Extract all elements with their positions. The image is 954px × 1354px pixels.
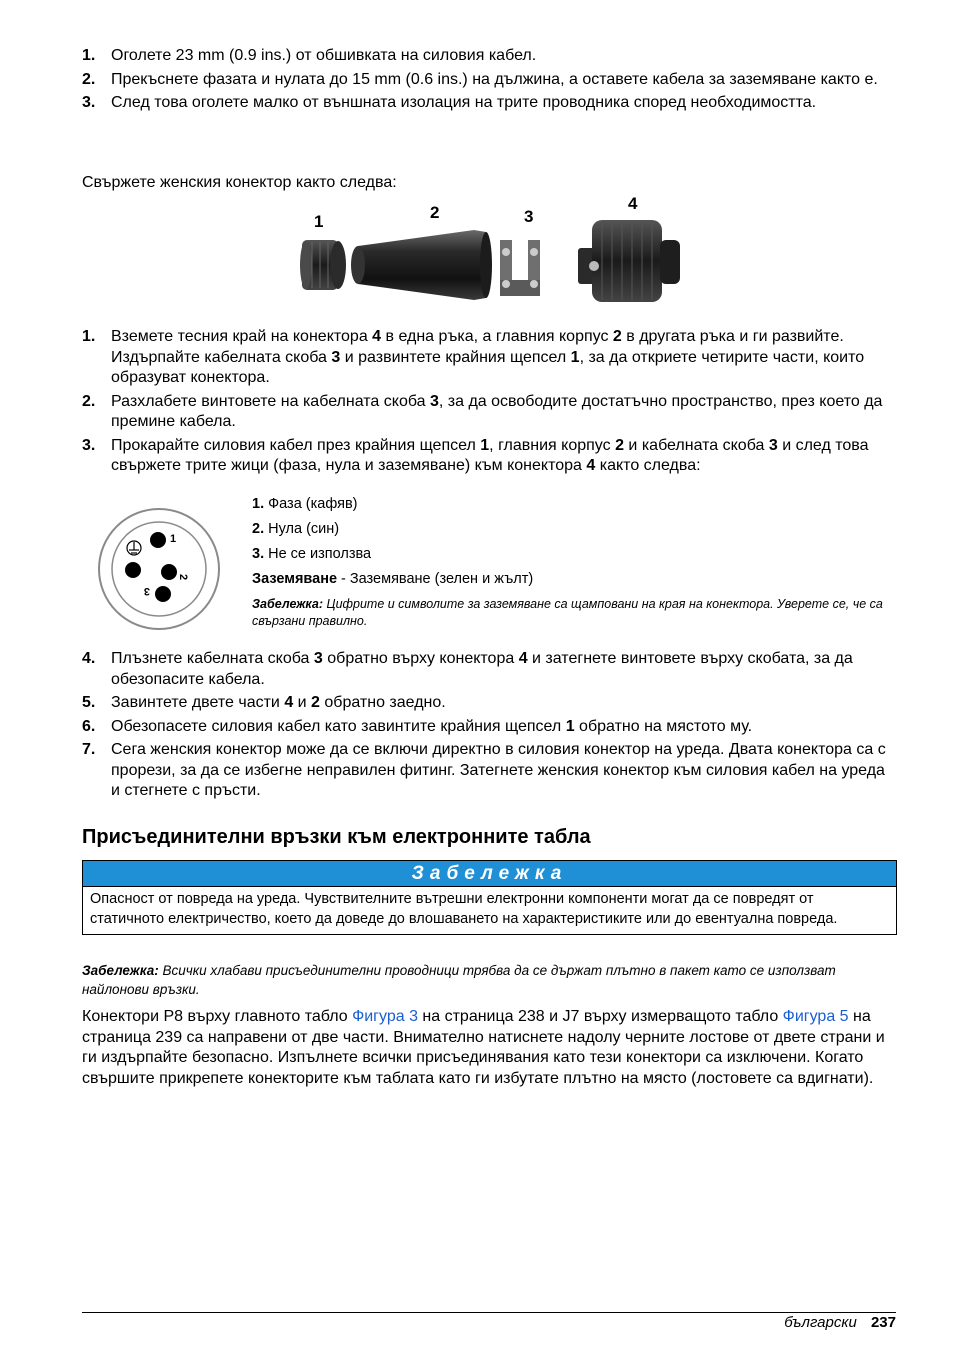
item-number: 2. [82, 392, 96, 410]
list-item [82, 436, 894, 477]
part-ref: 2 [612, 328, 622, 345]
item-text: и след това свържете трите жици (фаза, нула и заземяване) към конектора [111, 436, 869, 474]
list-item [82, 93, 894, 114]
legend-note [252, 596, 892, 630]
item-number: 3. [82, 94, 96, 111]
item-text: , за да откриете четирите части, които образуват конектора. [111, 348, 865, 386]
paragraph-text: на страница 238 и J7 върху измерващото табло [417, 1008, 783, 1025]
item-number: 1. [82, 328, 96, 345]
list-item [82, 70, 894, 91]
pin-diagram [96, 506, 222, 632]
item-number: 6. [82, 717, 96, 735]
item-number: 3. [82, 436, 96, 454]
item-text: , за да освободите достатъчно пространство, през което да премине кабела. [111, 392, 883, 430]
section-heading: Присъединителни връзки към електронните табла [82, 826, 591, 848]
page-footer [784, 1313, 896, 1334]
item-text: и [293, 694, 312, 711]
item-text: Обезопасете силовия кабел като завинтите крайния щепсел [111, 717, 566, 735]
steps-list-strip [82, 46, 894, 114]
figure-label-2: 2 [430, 203, 440, 222]
item-text: Разхлабете винтовете на кабелната скоба [111, 392, 430, 410]
figure-5-link[interactable]: Фигура 5 [782, 1008, 849, 1025]
cable-clamp-part [500, 240, 540, 296]
legend-item [252, 492, 892, 517]
item-text: Прокарайте силовия кабел през крайния щепсел [111, 436, 481, 454]
legend-text: Не се използва [264, 546, 372, 562]
item-text: и развинтете крайния щепсел [340, 348, 571, 366]
part-ref: 3 [429, 392, 439, 410]
part-ref: 1 [570, 348, 580, 366]
list-item [82, 649, 894, 690]
pin-label-2: 2 [177, 574, 189, 581]
part-ref: 3 [331, 348, 341, 366]
figure-label-1: 1 [314, 212, 324, 231]
part-ref: 2 [615, 436, 624, 454]
finishing-steps-list [82, 649, 894, 802]
item-number: 5. [82, 694, 96, 711]
item-text: Прекъснете фазата и нулата до 15 mm (0.6 ins.) на дължина, а оставете кабела за заземяване както е. [111, 70, 878, 88]
note-label: Забележка: [252, 597, 324, 611]
figure-label-4: 4 [628, 194, 638, 213]
end-plug-part [300, 240, 346, 290]
item-number: 7. [82, 741, 96, 758]
note-text: Цифрите и символите за заземяване са щамповани на края на конектора. Уверете се, че са свързани правилно. [252, 597, 883, 628]
item-text: обратно върху конектора [322, 650, 519, 667]
legend-text: Нула (син) [264, 521, 340, 537]
list-item [82, 46, 894, 67]
part-ref: 4 [518, 650, 528, 667]
item-text: Плъзнете кабелната скоба [111, 650, 314, 667]
legend-item [252, 517, 892, 542]
part-ref: 1 [565, 717, 575, 735]
connector-parts-drawing [296, 192, 686, 304]
item-text: Сега женския конектор може да се включи директно в силовия конектор на уреда. Двата конектора са с прорези, за да се избегне неправилен фитинг. Затегнете женския конектор към силовия кабел на уреда и стегнете с пръсти. [111, 741, 886, 799]
figure-3-link[interactable]: Фигура 3 [352, 1008, 418, 1025]
legend-bold: Заземяване [252, 571, 338, 587]
page-number: 237 [870, 1314, 896, 1331]
assembly-steps-list [82, 327, 894, 477]
legend-number: 1. [252, 496, 265, 512]
item-text: и кабелната скоба [623, 436, 769, 454]
notice-title: Забележка [83, 861, 896, 887]
item-number: 4. [82, 650, 96, 667]
item-text: , главния корпус [489, 436, 616, 454]
notice-body: Опасност от повреда на уреда. Чувствителните вътрешни електронни компоненти могат да се повредят от статичното електричество, което да доведе до влошаването на характеристиките или до евентуална повреда. [90, 891, 838, 927]
part-ref: 2 [311, 694, 320, 711]
part-ref: 4 [586, 457, 596, 474]
part-ref: 3 [313, 650, 323, 667]
item-text: Завинтете двете части [111, 694, 285, 711]
footer-language: български [784, 1314, 857, 1331]
item-text: обратно заедно. [319, 694, 446, 711]
item-text: обратно на мястото му. [574, 717, 753, 735]
footer-divider [82, 1312, 896, 1313]
item-text: в другата ръка и ги развийте. Издърпайте кабелната скоба [111, 328, 844, 366]
figure-label-3: 3 [524, 207, 534, 226]
part-ref: 4 [284, 694, 294, 711]
list-item [82, 717, 894, 738]
connect-intro: Свържете женския конектор както следва: [82, 174, 397, 191]
part-ref: 3 [768, 436, 778, 454]
item-text: След това оголете малко от външната изолация на трите проводника според необходимостта. [111, 94, 817, 111]
item-text: както следва: [595, 457, 701, 474]
note-label: Забележка: [82, 963, 159, 978]
connector-part [578, 220, 680, 302]
pin-legend [252, 492, 892, 630]
cable-note [82, 961, 894, 999]
legend-text: - Заземяване (зелен и жълт) [337, 571, 534, 587]
note-text: Всички хлабави присъединителни проводници трябва да се държат плътно в пакет като се използват найлонови връзки. [82, 963, 836, 997]
legend-text: Фаза (кафяв) [264, 496, 358, 512]
connectors-paragraph [82, 1007, 894, 1089]
item-text: Вземете тесния край на конектора [111, 328, 373, 345]
list-item [82, 740, 894, 802]
item-text: в една ръка, а главния корпус [381, 328, 613, 345]
legend-number: 3. [252, 546, 265, 562]
item-text: Оголете 23 mm (0.9 ins.) от обшивката на силовия кабел. [111, 47, 537, 64]
part-ref: 1 [480, 436, 490, 454]
part-ref: 4 [372, 328, 382, 345]
paragraph-text: на страница 239 са направени от две части. Внимателно натиснете надолу черните лостове от двете страни и ги издърпайте безопасно. Изпълнете всички присъединявания като тези конектори са изключени. Когато свършите прикрепете конекторите към таблата като ги избутате плътно на място (лостовете са вдигнати). [82, 1008, 885, 1087]
pin-label-3: 3 [143, 585, 150, 597]
pin-label-1: 1 [170, 533, 177, 545]
legend-item [252, 542, 892, 567]
list-item [82, 693, 894, 714]
legend-item [252, 567, 892, 592]
legend-number: 2. [252, 521, 265, 537]
list-item [82, 392, 894, 433]
item-text: и затегнете винтовете върху скобата, за да обезопасите кабела. [111, 650, 853, 688]
item-number: 2. [82, 70, 96, 88]
main-body-part [351, 230, 492, 300]
list-item [82, 327, 894, 389]
item-number: 1. [82, 47, 96, 64]
connector-parts-figure [296, 192, 686, 304]
paragraph-text: Конектори P8 върху главното табло [82, 1008, 353, 1025]
notice-box [82, 860, 897, 935]
